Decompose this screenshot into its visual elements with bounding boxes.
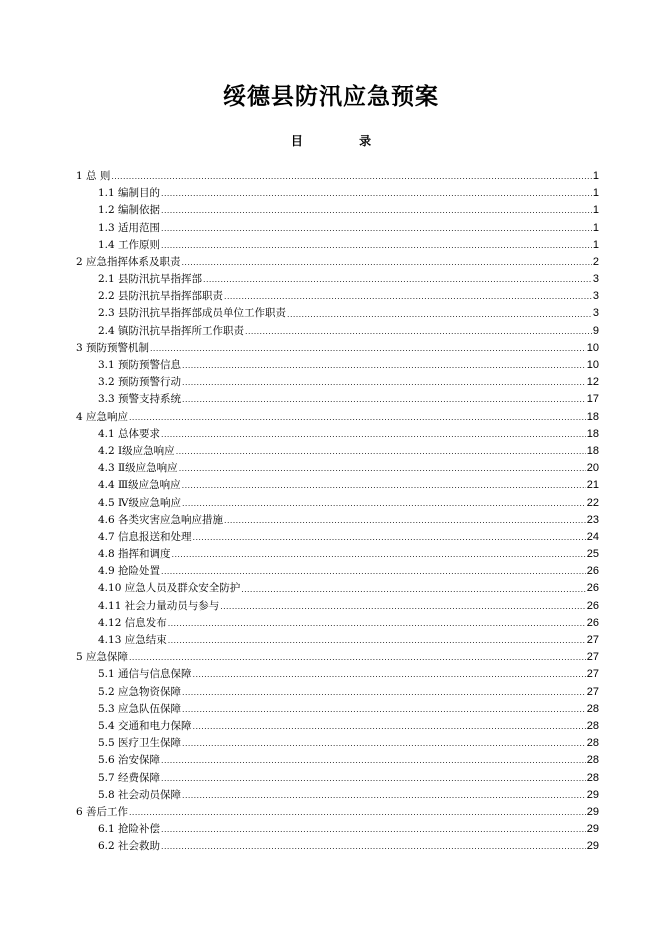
toc-entry-label: 4.4 Ⅲ级应急响应 (98, 479, 181, 492)
toc-entry-page: 22 (586, 496, 599, 509)
toc-entry-label: 5.2 应急物资保障 (98, 685, 182, 698)
toc-entry-page: 28 (586, 719, 599, 732)
toc-entry[interactable] (76, 821, 599, 838)
toc-entry[interactable] (76, 477, 599, 494)
toc-entry-page: 27 (586, 668, 599, 681)
toc-leader-dots (193, 666, 586, 683)
toc-leader-dots (161, 237, 592, 254)
toc-entry-label: 2.1 县防汛抗旱指挥部 (98, 273, 203, 286)
toc-entry-label: 4.7 信息报送和处理 (98, 530, 192, 543)
toc-entry[interactable] (76, 632, 599, 649)
toc-entry[interactable] (76, 220, 599, 237)
toc-entry-page: 29 (586, 823, 599, 836)
toc-leader-dots (161, 202, 592, 219)
toc-entry-label: 4.3 Ⅱ级应急响应 (98, 462, 178, 475)
toc-entry-label: 1.4 工作原则 (98, 238, 161, 251)
toc-entry-label: 4.1 总体要求 (98, 427, 161, 440)
toc-entry-page: 27 (586, 651, 599, 664)
toc-entry[interactable] (76, 735, 599, 752)
toc-entry[interactable] (76, 546, 599, 563)
toc-entry[interactable] (76, 770, 599, 787)
toc-leader-dots (129, 804, 586, 821)
toc-leader-dots (161, 220, 592, 237)
toc-entry-page: 12 (586, 376, 599, 389)
toc-leader-dots (129, 649, 586, 666)
toc-entry[interactable] (76, 804, 599, 821)
toc-entry[interactable] (76, 563, 599, 580)
toc-entry[interactable] (76, 684, 599, 701)
toc-entry-page: 10 (586, 341, 599, 354)
toc-entry-page: 20 (586, 462, 599, 475)
toc-entry-page: 23 (586, 513, 599, 526)
toc-entry-label: 4.12 信息发布 (98, 616, 167, 629)
toc-leader-dots (161, 838, 586, 855)
toc-leader-dots (193, 718, 586, 735)
toc-leader-dots (245, 323, 592, 340)
toc-entry-label: 4.10 应急人员及群众安全防护 (98, 582, 241, 595)
toc-entry[interactable] (76, 426, 599, 443)
table-of-contents (76, 168, 599, 856)
toc-leader-dots (161, 752, 586, 769)
toc-entry[interactable] (76, 666, 599, 683)
toc-entry[interactable] (76, 443, 599, 460)
toc-entry[interactable] (76, 374, 599, 391)
toc-entry-label: 5 应急保障 (76, 651, 129, 664)
toc-leader-dots (168, 615, 586, 632)
toc-entry[interactable] (76, 271, 599, 288)
toc-leader-dots (182, 701, 586, 718)
toc-entry[interactable] (76, 512, 599, 529)
toc-entry-page: 28 (586, 771, 599, 784)
toc-leader-dots (182, 684, 586, 701)
toc-entry[interactable] (76, 306, 599, 323)
toc-entry-label: 4.6 各类灾害应急响应措施 (98, 513, 224, 526)
toc-entry[interactable] (76, 237, 599, 254)
toc-entry[interactable] (76, 581, 599, 598)
toc-entry-label: 4.2 Ⅰ级应急响应 (98, 444, 175, 457)
toc-entry-page: 1 (592, 238, 599, 251)
toc-entry-label: 1.2 编制依据 (98, 204, 161, 217)
toc-leader-dots (150, 340, 586, 357)
toc-leader-dots (161, 185, 592, 202)
toc-entry[interactable] (76, 615, 599, 632)
toc-entry-label: 6 善后工作 (76, 805, 129, 818)
toc-leader-dots (182, 477, 586, 494)
toc-entry-label: 3.3 预警支持系统 (98, 393, 182, 406)
toc-leader-dots (179, 460, 586, 477)
toc-entry-label: 5.4 交通和电力保障 (98, 719, 192, 732)
toc-entry-label: 3 预防预警机制 (76, 341, 150, 354)
toc-entry-label: 1.1 编制目的 (98, 187, 161, 200)
toc-entry-page: 28 (586, 737, 599, 750)
toc-leader-dots (176, 443, 586, 460)
toc-entry-page: 27 (586, 634, 599, 647)
toc-leader-dots (224, 288, 592, 305)
toc-entry-page: 3 (592, 273, 599, 286)
toc-entry-page: 25 (586, 548, 599, 561)
toc-entry-label: 4.9 抢险处置 (98, 565, 161, 578)
toc-entry[interactable] (76, 460, 599, 477)
toc-entry[interactable] (76, 340, 599, 357)
toc-entry-page: 26 (586, 565, 599, 578)
toc-entry[interactable] (76, 185, 599, 202)
toc-entry-page: 18 (586, 444, 599, 457)
toc-entry-label: 6.1 抢险补偿 (98, 823, 161, 836)
toc-entry[interactable] (76, 254, 599, 271)
toc-entry-page: 29 (586, 805, 599, 818)
toc-entry[interactable] (76, 752, 599, 769)
toc-entry-label: 4 应急响应 (76, 410, 129, 423)
toc-entry-page: 24 (586, 530, 599, 543)
toc-entry-label: 5.6 治安保障 (98, 754, 161, 767)
toc-entry[interactable] (76, 202, 599, 219)
page-title: 绥德县防汛应急预案 (223, 84, 439, 110)
toc-entry-page: 21 (586, 479, 599, 492)
toc-leader-dots (168, 632, 586, 649)
toc-leader-dots (220, 598, 586, 615)
toc-leader-dots (182, 391, 586, 408)
toc-entry-page: 28 (586, 754, 599, 767)
toc-entry[interactable] (76, 701, 599, 718)
toc-entry-page: 1 (592, 221, 599, 234)
toc-entry-label: 3.2 预防预警行动 (98, 376, 182, 389)
toc-entry-page: 26 (586, 616, 599, 629)
toc-leader-dots (161, 770, 586, 787)
toc-leader-dots (182, 254, 592, 271)
toc-entry-label: 5.5 医疗卫生保障 (98, 737, 182, 750)
toc-entry-page: 3 (592, 290, 599, 303)
toc-entry-label: 2.2 县防汛抗旱指挥部职责 (98, 290, 224, 303)
toc-leader-dots (111, 168, 592, 185)
toc-entry-page: 1 (592, 204, 599, 217)
toc-entry-label: 6.2 社会救助 (98, 840, 161, 853)
toc-entry-page: 10 (586, 359, 599, 372)
toc-entry-label: 3.1 预防预警信息 (98, 359, 182, 372)
toc-entry-page: 26 (586, 599, 599, 612)
toc-entry-page: 26 (586, 582, 599, 595)
toc-leader-dots (161, 426, 586, 443)
toc-entry-page: 29 (586, 788, 599, 801)
toc-entry[interactable] (76, 838, 599, 855)
toc-entry-page: 2 (592, 255, 599, 268)
toc-entry-label: 4.13 应急结束 (98, 634, 167, 647)
toc-entry-page: 17 (586, 393, 599, 406)
toc-leader-dots (203, 271, 592, 288)
toc-leader-dots (287, 306, 592, 323)
toc-entry[interactable] (76, 787, 599, 804)
toc-leader-dots (172, 546, 586, 563)
toc-entry-page: 27 (586, 685, 599, 698)
toc-leader-dots (193, 529, 586, 546)
toc-leader-dots (241, 581, 586, 598)
toc-entry[interactable] (76, 409, 599, 426)
toc-entry-label: 5.7 经费保障 (98, 771, 161, 784)
toc-leader-dots (161, 563, 586, 580)
toc-entry-label: 1 总 则 (76, 169, 111, 182)
toc-entry-label: 5.1 通信与信息保障 (98, 668, 192, 681)
toc-entry[interactable] (76, 168, 599, 185)
toc-leader-dots (182, 787, 586, 804)
toc-entry[interactable] (76, 391, 599, 408)
toc-entry-page: 18 (586, 410, 599, 423)
toc-leader-dots (224, 512, 586, 529)
toc-leader-dots (182, 357, 586, 374)
toc-entry-label: 1.3 适用范围 (98, 221, 161, 234)
toc-entry[interactable] (76, 598, 599, 615)
toc-entry[interactable] (76, 529, 599, 546)
toc-entry[interactable] (76, 718, 599, 735)
toc-leader-dots (182, 374, 586, 391)
toc-entry-label: 2 应急指挥体系及职责 (76, 255, 181, 268)
toc-entry-page: 1 (592, 169, 599, 182)
toc-entry[interactable] (76, 357, 599, 374)
toc-leader-dots (161, 821, 586, 838)
toc-entry-page: 28 (586, 702, 599, 715)
toc-entry-label: 4.11 社会力量动员与参与 (98, 599, 220, 612)
toc-entry-label: 5.8 社会动员保障 (98, 788, 182, 801)
toc-entry[interactable] (76, 323, 599, 340)
toc-entry-label: 2.3 县防汛抗旱指挥部成员单位工作职责 (98, 307, 287, 320)
toc-entry-page: 1 (592, 187, 599, 200)
toc-entry-page: 18 (586, 427, 599, 440)
toc-entry-label: 4.8 指挥和调度 (98, 548, 171, 561)
toc-entry-label: 4.5 Ⅳ级应急响应 (98, 496, 182, 509)
toc-entry-page: 3 (592, 307, 599, 320)
toc-entry[interactable] (76, 649, 599, 666)
toc-entry[interactable] (76, 495, 599, 512)
toc-heading: 目 录 (290, 134, 398, 148)
toc-entry[interactable] (76, 288, 599, 305)
toc-leader-dots (182, 735, 586, 752)
toc-entry-label: 2.4 镇防汛抗旱指挥所工作职责 (98, 324, 245, 337)
toc-leader-dots (182, 495, 586, 512)
toc-entry-page: 29 (586, 840, 599, 853)
toc-entry-page: 9 (592, 324, 599, 337)
toc-entry-label: 5.3 应急队伍保障 (98, 702, 182, 715)
toc-leader-dots (129, 409, 586, 426)
